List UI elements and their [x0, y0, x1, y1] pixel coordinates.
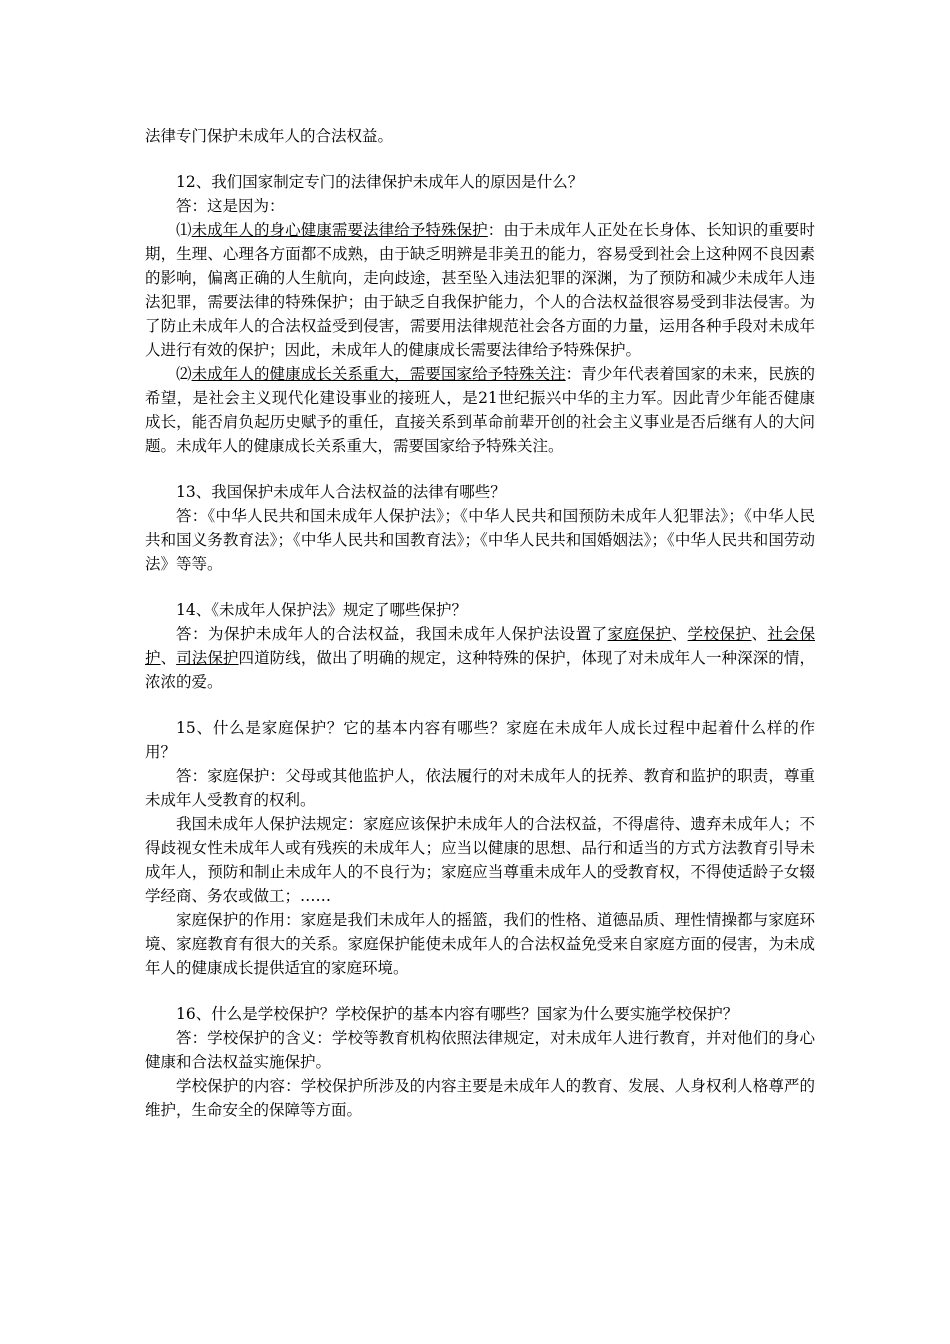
spacer [145, 576, 815, 598]
spacer [145, 458, 815, 480]
q16-content: 学校保护的内容：学校保护所涉及的内容主要是未成年人的教育、发展、人身权利人格尊严的维护，生命安全的保障等方面。 [145, 1077, 815, 1119]
q14-answer-end: 四道防线，做出了明确的规定，这种特殊的保护，体现了对未成年人一种深深的情，浓浓的爱。 [145, 649, 815, 691]
q15-question: 15、什么是家庭保护？它的基本内容有哪些？家庭在未成年人成长过程中起着什么样的作用？ [145, 719, 815, 761]
q12-answer-lead: 答：这是因为： [176, 197, 285, 215]
intro-line: 法律专门保护未成年人的合法权益。 [145, 127, 394, 145]
q16-question: 16、什么是学校保护？学校保护的基本内容有哪些？国家为什么要实施学校保护？ [176, 1005, 739, 1023]
q12-point-2-number: ⑵ [176, 365, 192, 383]
q14-term-family: 家庭保护 [607, 625, 672, 643]
document-body [145, 124, 815, 1122]
q12-point-1-heading: 未成年人的身心健康需要法律给予特殊保护 [191, 221, 488, 239]
q14-term-society: 社会保护 [145, 625, 815, 667]
spacer [145, 694, 815, 716]
q13-answer: 答：《中华人民共和国未成年人保护法》；《中华人民共和国预防未成年人犯罪法》；《中华人民共和国义务教育法》；《中华人民共和国教育法》；《中华人民共和国婚姻法》；《中华人民共和国劳动法》等等。 [145, 507, 815, 573]
q16-answer-definition: 答：学校保护的含义：学校等教育机构依照法律规定，对未成年人进行教育，并对他们的身心健康和合法权益实施保护。 [145, 1029, 815, 1071]
spacer [145, 980, 815, 1002]
q12-point-1 [145, 218, 815, 362]
q14-question: 14、《未成年人保护法》规定了哪些保护？ [176, 601, 467, 619]
q12-point-1-text: ：由于未成年人正处在长身体、长知识的重要时期，生理、心理各方面都不成熟，由于缺乏明辨是非美丑的能力，容易受到社会上这种网不良因素的影响，偏离正确的人生航向，走向歧途，甚至坠入违法犯罪的深渊，为了预防和减少未成年人违法犯罪，需要法律的特殊保护；由于缺乏自我保护能力，个人的合法权益很容易受到非法侵害。为了防止未成年人的合法权益受到侵害，需要用法律规范社会各方面的力量，运用各种手段对未成年人进行有效的保护；因此，未成年人的健康成长需要法律给予特殊保护。 [145, 221, 815, 359]
q12-point-2 [145, 362, 815, 458]
spacer [145, 148, 815, 170]
q15-law-provisions: 我国未成年人保护法规定：家庭应该保护未成年人的合法权益，不得虐待、遗弃未成年人；不得歧视女性未成年人或有残疾的未成年人；应当以健康的思想、品行和适当的方式方法教育引导未成年人，预防和制止未成年人的不良行为；家庭应当尊重未成年人的受教育权，不得使适龄子女辍学经商、务农或做工；…… [145, 815, 815, 905]
q14-answer [145, 622, 815, 694]
q12-question: 12、我们国家制定专门的法律保护未成年人的原因是什么？ [176, 173, 584, 191]
q12-point-2-heading: 未成年人的健康成长关系重大，需要国家给予特殊关注 [191, 365, 566, 383]
q14-term-judicial: 司法保护 [176, 649, 239, 667]
q14-separator: 、 [160, 649, 177, 667]
q14-answer-start: 答：为保护未成年人的合法权益，我国未成年人保护法设置了 [176, 625, 608, 643]
q14-term-school: 学校保护 [687, 625, 752, 643]
q15-answer-definition: 答：家庭保护：父母或其他监护人，依法履行的对未成年人的抚养、教育和监护的职责，尊重未成年人受教育的权利。 [145, 767, 815, 809]
q14-separator: 、 [671, 625, 688, 643]
q12-point-1-number: ⑴ [176, 221, 192, 239]
q15-role: 家庭保护的作用：家庭是我们未成年人的摇篮，我们的性格、道德品质、理性情操都与家庭环境、家庭教育有很大的关系。家庭保护能使未成年人的合法权益免受来自家庭方面的侵害，为未成年人的健康成长提供适宜的家庭环境。 [145, 911, 815, 977]
q12-point-2-text: ：青少年代表着国家的未来，民族的希望，是社会主义现代化建设事业的接班人，是21世纪振兴中华的主力军。因此青少年能否健康成长，能否肩负起历史赋予的重任，直接关系到革命前辈开创的社会主义事业是否后继有人的大问题。未成年人的健康成长关系重大，需要国家给予特殊关注。 [145, 365, 815, 455]
q13-question: 13、我国保护未成年人合法权益的法律有哪些？ [176, 483, 506, 501]
q14-separator: 、 [751, 625, 768, 643]
